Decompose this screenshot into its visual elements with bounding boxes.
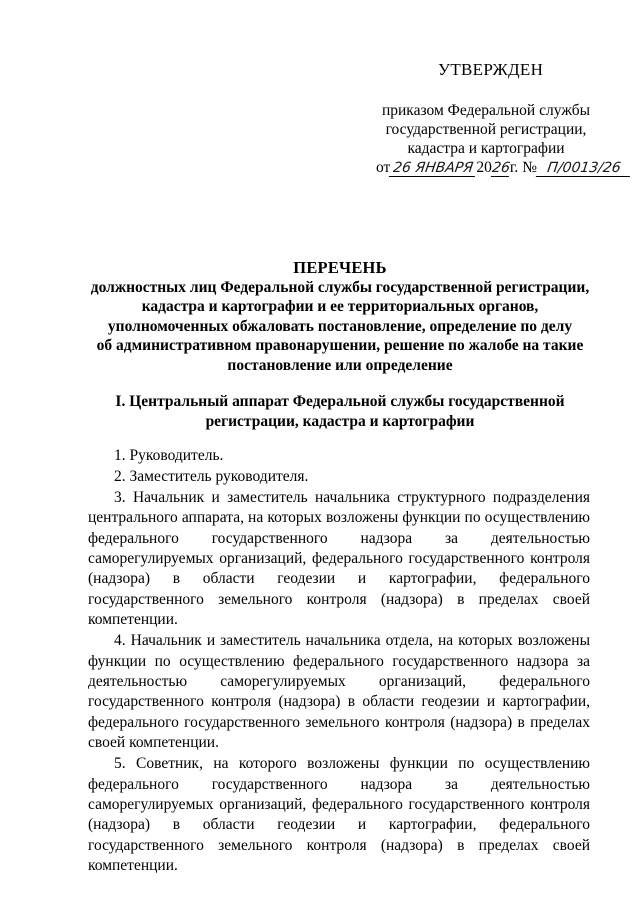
heading-line: постановление или определение [227,356,453,374]
section-heading [60,392,620,431]
heading-title: ПЕРЕЧЕНЬ [293,258,387,277]
list-item: 3. Начальник и заместитель начальника структурного подразделения центрального аппарата, на которых возложены функции по осуществлению федерального государственного надзора за деятельностью саморегулируемых организаций, федерального государственного контроля (надзора) в области геодезии и картографии, федерального государственного земельного контроля (надзора) в пределах своей компетенции. [88,488,590,629]
list-item: 1. Руководитель. [114,447,224,464]
number-sign: № [522,159,537,176]
list-item: 5. Советник, на которого возложены функции по осуществлению федерального государственного надзора за деятельностью саморегулируемых организаций, федерального государственного контроля (надзора) в области геодезии и картографии, федерального государственного земельного контроля (надзора) в пределах своей компетенции. [88,755,590,875]
list-item: 2. Заместитель руководителя. [114,467,309,485]
approval-body [376,101,622,177]
position-list [88,446,590,877]
approval-stamp [376,60,622,177]
approval-line: кадастра и картографии [407,140,565,157]
heading-line: уполномоченных обжаловать постановление, определение по делу [107,317,573,335]
list-item: 4. Начальник и заместитель начальника отдела, на которых возложены функции по осуществлению федерального государственного надзора за деятельностью саморегулируемых организаций, федерального государственного контроля (надзора) в области геодезии и картографии, федерального государственного земельного контроля (надзора) в пределах своей компетенции. [88,632,590,752]
date-year-unit: г. [509,159,519,176]
handwritten-order-number: П/0013/26 [536,160,632,177]
heading-line: об административном правонарушении, решение по жалобе на такие [96,337,584,354]
date-year-prefix: 20 [476,159,492,176]
date-prefix: от [376,159,391,176]
heading-line: кадастра и картографии и ее территориальных органов, [141,298,539,315]
approval-line: государственной регистрации, [385,121,587,138]
section-line: регистрации, кадастра и картографии [205,412,475,430]
approval-line: приказом Федеральной службы [381,102,591,119]
document-heading [60,258,620,375]
approval-date-line [376,158,622,177]
approval-title: УТВЕРЖДЕН [438,60,544,79]
handwritten-date: 26 ЯНВАРЯ [389,160,477,177]
handwritten-year: 26 [490,160,511,176]
section-line: I. Центральный аппарат Федеральной службы государственной [115,393,565,410]
heading-line: должностных лиц Федеральной службы государственной регистрации, [90,278,590,296]
